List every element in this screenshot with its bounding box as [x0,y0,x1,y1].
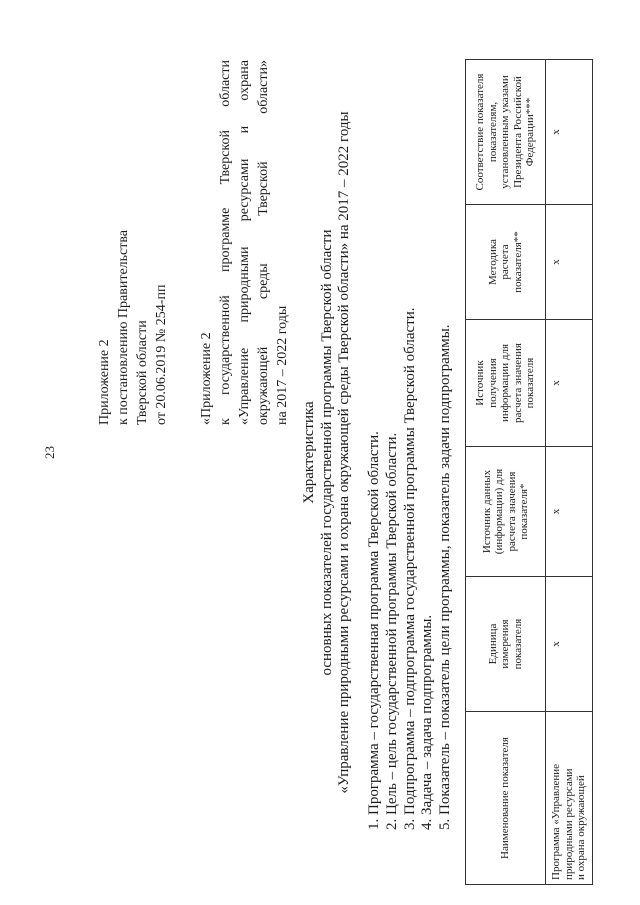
header-line: измерения [499,619,512,669]
cell-value: х [550,508,562,515]
definition-item: 5. Показатель – показатель цели программы, показатель задачи подпрограммы. [437,324,454,830]
table-header-row [466,60,546,885]
header-line: Федерации*** [524,97,537,167]
appendix-line: Тверской области [135,320,150,425]
appendix-line: к постановлению Правительства [116,229,131,425]
document-title [301,0,354,905]
definitions-list [366,308,455,831]
header-unit [466,577,546,712]
header-line: информации для [499,343,512,423]
header-line: Наименование показателя [499,737,512,859]
appendix-line: Приложение 2 [97,339,112,425]
appendix-header-resolution [95,230,171,425]
cell-indicator-name [546,712,593,885]
header-line: расчета значения [511,343,524,423]
header-data-source [466,447,546,577]
page-number: 23 [42,446,57,459]
header-compliance [466,60,546,205]
cell-compliance [546,60,593,205]
table-row [546,60,593,885]
cell-unit [546,577,593,712]
cell-method [546,205,593,320]
header-info-source [466,320,546,447]
header-line: Президента Российской [511,76,524,188]
header-line: получения [486,358,499,408]
cell-value: х [550,259,562,265]
header-line: Источник данных [480,469,493,554]
header-line: установленным указами [499,75,512,189]
cell-line: Программа «Управление [550,764,562,880]
cell-value: х [550,641,562,647]
title-line: основных показателей государственной программы Тверской области [318,229,335,676]
header-line: расчета значения [505,471,518,552]
header-indicator-name [466,712,546,885]
header-method [466,205,546,320]
cell-data-source [546,447,593,577]
definition-item: 3. Подпрограмма – подпрограмма государственной программы Тверской области. [401,307,418,830]
header-line: (информации) для [493,468,505,555]
header-line: показателя** [511,231,524,293]
appendix-program-line: «Приложение 2 [199,332,214,425]
definition-item: 1. Программа – государственная программа Тверской области. [366,431,382,830]
appendix-program-line: к государственной программе Тверской области [218,60,233,425]
header-line: показателя [511,618,524,670]
header-line: показателям, [486,101,499,163]
cell-value: х [550,380,562,386]
header-line: Методика [486,239,499,285]
header-line: Единица [486,623,499,665]
appendix-program-line: окружающей среды Тверской области» [256,60,271,425]
header-line: Источник [474,360,487,406]
appendix-program-line: на 2017 – 2022 годы [275,305,290,425]
header-line: показателя* [518,483,530,540]
header-line: показателя [524,357,537,409]
header-line: Соответствие показателя [474,73,487,191]
definition-item: 4. Задача – задача подпрограммы. [419,614,436,830]
title-line: «Управление природными ресурсами и охрана окружающей среды Тверской области» на 2017 – 2022 годы [336,111,352,794]
appendix-line: от 20.06.2019 № 254-пп [154,284,169,425]
indicators-table [465,59,593,885]
definition-item: 2. Цель – цель государственной программы Тверской области. [383,432,400,830]
cell-line: природными ресурсами [562,768,575,880]
cell-info-source [546,320,593,447]
cell-line: и охрана окружающей [575,775,587,880]
appendix-program-line: «Управление природными ресурсами и охрана [237,60,252,425]
appendix-header-program [197,60,292,425]
cell-value: х [550,129,562,135]
header-line: расчета [499,244,512,280]
title-line: Характеристика [301,401,317,504]
